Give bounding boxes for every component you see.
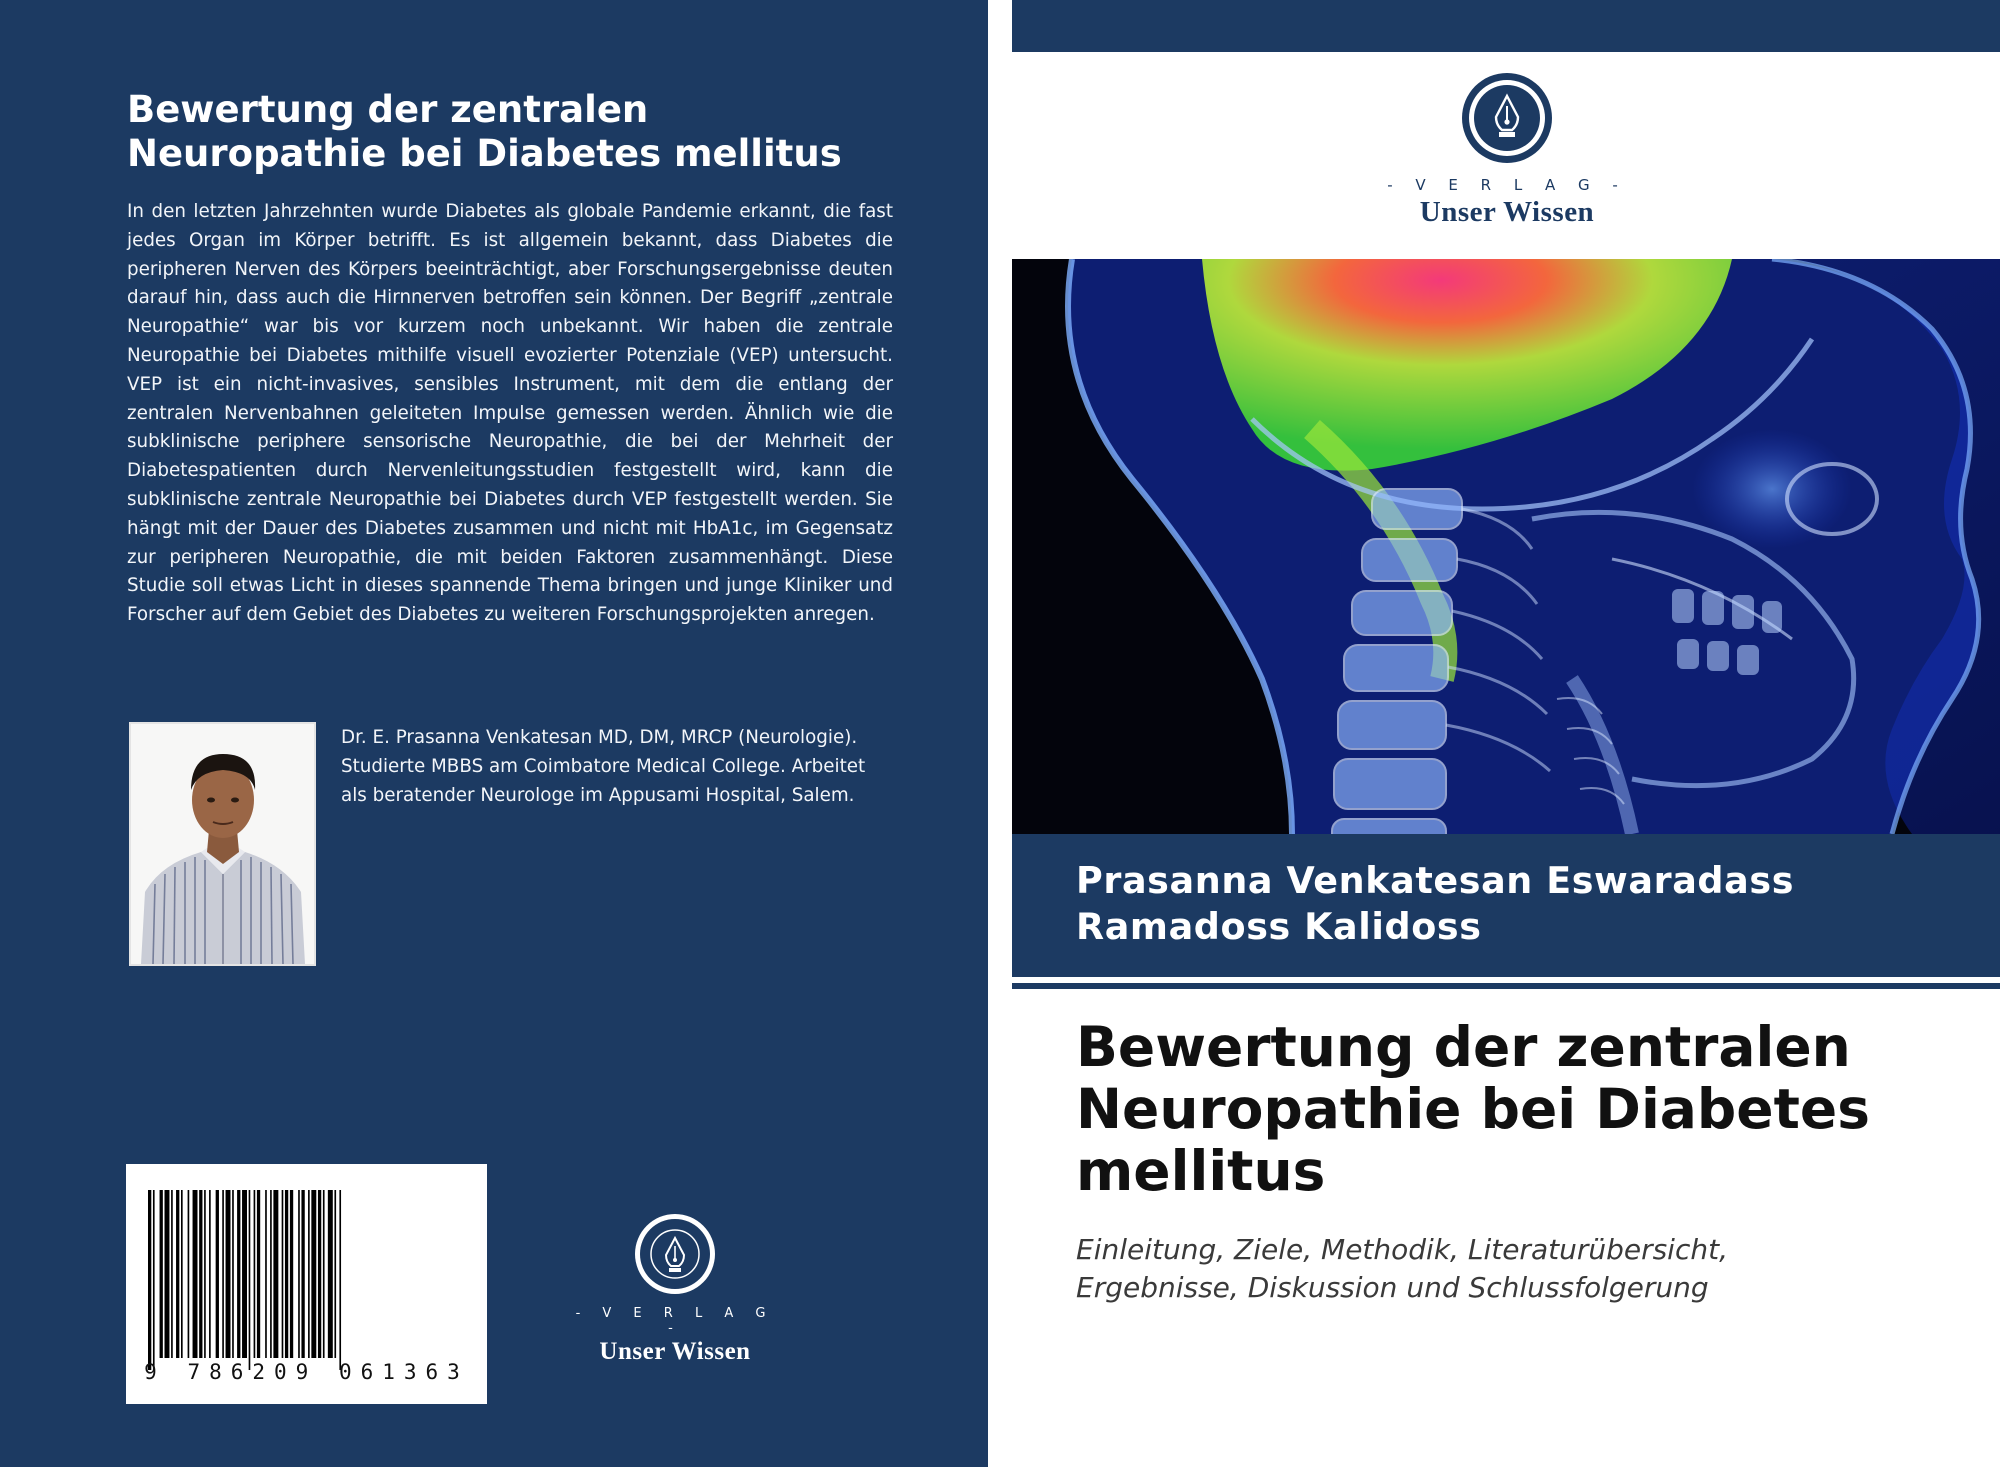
barcode-icon xyxy=(148,1190,468,1370)
book-title-line-2: Neuropathie bei Diabetes xyxy=(1076,1077,1870,1141)
author-bio xyxy=(341,724,901,810)
xray-head-neck-image xyxy=(1012,259,2000,834)
author-bio-line-3: als beratender Neurologe im Appusami Hospital, Salem. xyxy=(341,784,855,806)
book-title xyxy=(1076,1016,1976,1202)
isbn-digits: 9 786209 061363 xyxy=(144,1360,469,1384)
back-title-line-1: Bewertung der zentralen xyxy=(127,88,649,131)
front-top-band xyxy=(1012,0,2000,52)
book-subtitle xyxy=(1076,1231,1956,1307)
back-logo-name: Unser Wissen xyxy=(599,1338,751,1365)
back-cover-title xyxy=(127,88,907,176)
author-portrait-image xyxy=(131,724,314,964)
back-cover-blurb: In den letzten Jahrzehnten wurde Diabetes als globale Pandemie erkannt, die fast jedes Organ im Körper betrifft. Es ist allgemein bekannt, dass Diabetes die peripheren Nerven des Körpers beeinträchtigt, aber Forschungsergebnisse deuten darauf hin, dass auch die Hirnnerven betroffen sein können. Der Begriff „zentrale Neuropathie“ war bis vor kurzem noch unbekannt. Wir haben die zentrale Neuropathie bei Diabetes mithilfe visuell evozierter Potenziale (VEP) untersucht. VEP ist ein nicht-invasives, sensibles Instrument, mit dem die entlang der zentralen Nervenbahnen geleiteten Impulse gemessen werden. Ähnlich wie die subklinische periphere sensorische Neuropathie, die bei der Mehrheit der Diabetespatienten durch Nervenleitungsstudien festgestellt wird, kann die subklinische zentrale Neuropathie bei Diabetes durch VEP festgestellt werden. Sie hängt mit der Dauer des Diabetes zusammen und nicht mit HbA1c, im Gegensatz zur peripheren Neuropathie, die mit beiden Faktoren zusammenhängt. Diese Studie soll etwas Licht in dieses spannende Thema bringen und junge Kliniker und Forscher auf dem Gebiet des Diabetes zu weiteren Forschungsprojekten anregen. xyxy=(127,201,893,626)
author-band xyxy=(1012,834,2000,977)
back-title-line-2: Neuropathie bei Diabetes mellitus xyxy=(127,132,842,175)
isbn-barcode xyxy=(126,1164,487,1404)
book-subtitle-line-2: Ergebnisse, Diskussion und Schlussfolgerung xyxy=(1076,1271,1709,1304)
author-bio-line-1: Dr. E. Prasanna Venkatesan MD, DM, MRCP (Neurologie). xyxy=(341,727,858,748)
author-bio-line-2: Studierte MBBS am Coimbatore Medical College. Arbeitet xyxy=(341,755,866,777)
divider-rule xyxy=(1012,983,2000,989)
author-photo xyxy=(129,722,316,966)
front-logo-verlag: - V E R L A G - xyxy=(1387,176,1627,194)
book-title-line-3: mellitus xyxy=(1076,1139,1326,1203)
cover-xray-illustration xyxy=(1012,259,2000,834)
front-logo-name: Unser Wissen xyxy=(1419,196,1595,228)
author-name-2: Ramadoss Kalidoss xyxy=(1076,905,1482,948)
back-cover xyxy=(0,0,988,1467)
back-logo-verlag: - V E R L A G - xyxy=(575,1306,775,1336)
fountain-pen-nib-logo-icon xyxy=(1461,72,1553,164)
front-cover xyxy=(1012,0,2000,1467)
fountain-pen-nib-logo-icon xyxy=(633,1212,717,1296)
author-names xyxy=(1076,858,1794,950)
author-name-1: Prasanna Venkatesan Eswaradass xyxy=(1076,859,1795,902)
back-publisher-logo xyxy=(575,1212,775,1366)
front-publisher-logo xyxy=(1362,72,1652,229)
book-title-line-1: Bewertung der zentralen xyxy=(1076,1015,1851,1079)
book-subtitle-line-1: Einleitung, Ziele, Methodik, Literaturübersicht, xyxy=(1076,1233,1728,1266)
